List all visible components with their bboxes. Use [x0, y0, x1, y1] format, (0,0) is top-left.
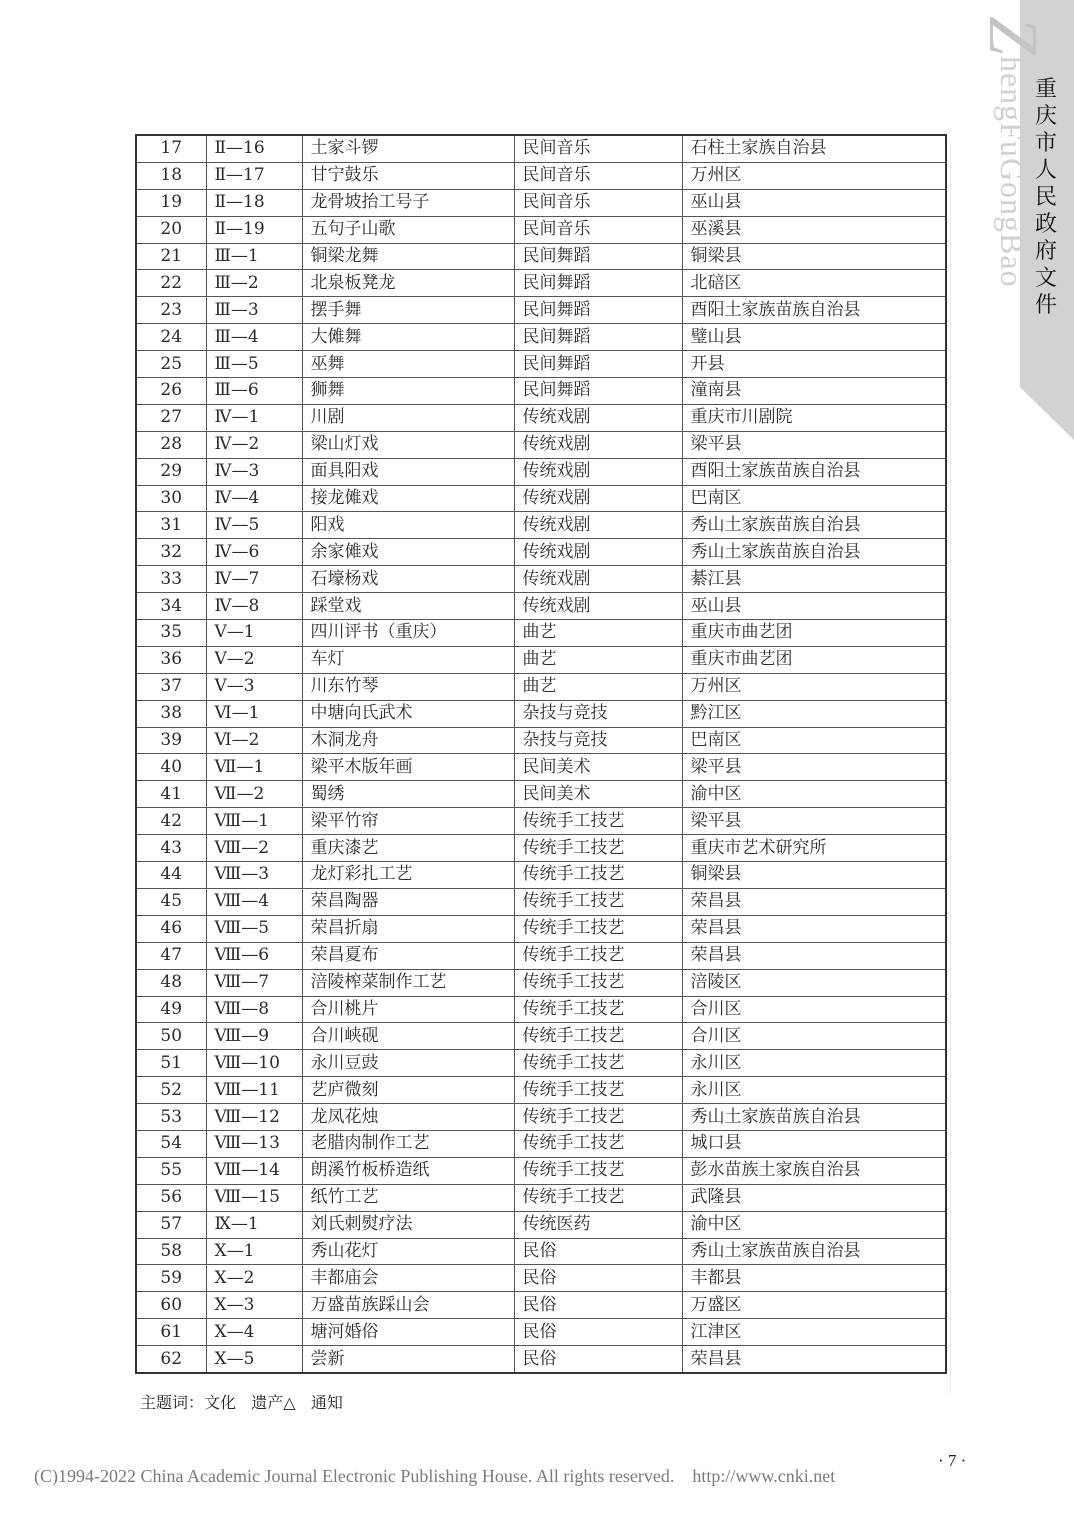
category-cell: 民间音乐	[514, 216, 682, 243]
table-row	[136, 700, 946, 727]
row-number-cell: 57	[136, 1211, 206, 1238]
subject-keywords: 主题词：文化 遗产△ 通知	[140, 1393, 343, 1412]
category-cell: 传统手工技艺	[514, 915, 682, 942]
category-cell: 传统戏剧	[514, 593, 682, 620]
item-code-cell: Ⅹ—5	[206, 1346, 302, 1373]
item-name-cell: 北泉板凳龙	[302, 270, 514, 297]
category-cell: 杂技与竞技	[514, 700, 682, 727]
row-number-cell: 42	[136, 808, 206, 835]
item-code-cell: Ⅲ—3	[206, 297, 302, 324]
table-row	[136, 1319, 946, 1346]
category-cell: 传统戏剧	[514, 485, 682, 512]
row-number-cell: 54	[136, 1130, 206, 1157]
row-number-cell: 62	[136, 1346, 206, 1373]
applicant-cell: 梁平县	[682, 754, 946, 781]
category-cell: 传统手工技艺	[514, 1104, 682, 1131]
row-number-cell: 58	[136, 1238, 206, 1265]
table-row	[136, 1184, 946, 1211]
table-row	[136, 458, 946, 485]
table-row	[136, 1077, 946, 1104]
item-name-cell: 川剧	[302, 404, 514, 431]
row-number-cell: 37	[136, 673, 206, 700]
category-cell: 民俗	[514, 1319, 682, 1346]
category-cell: 传统手工技艺	[514, 888, 682, 915]
row-number-cell: 35	[136, 620, 206, 647]
applicant-cell: 万盛区	[682, 1292, 946, 1319]
table-row	[136, 835, 946, 862]
applicant-cell: 秀山土家族苗族自治县	[682, 539, 946, 566]
table-row	[136, 1238, 946, 1265]
applicant-cell: 万州区	[682, 162, 946, 189]
item-code-cell: Ⅴ—2	[206, 646, 302, 673]
category-cell: 民俗	[514, 1265, 682, 1292]
applicant-cell: 丰都县	[682, 1265, 946, 1292]
applicant-cell: 荣昌县	[682, 888, 946, 915]
item-code-cell: Ⅲ—4	[206, 324, 302, 351]
item-name-cell: 梁山灯戏	[302, 431, 514, 458]
item-code-cell: Ⅷ—11	[206, 1077, 302, 1104]
item-code-cell: Ⅷ—6	[206, 942, 302, 969]
table-row	[136, 512, 946, 539]
item-name-cell: 甘宁鼓乐	[302, 162, 514, 189]
category-cell: 传统手工技艺	[514, 1130, 682, 1157]
applicant-cell: 巫溪县	[682, 216, 946, 243]
applicant-cell: 璧山县	[682, 324, 946, 351]
table-row	[136, 942, 946, 969]
table-row	[136, 1023, 946, 1050]
item-name-cell: 梁平竹帘	[302, 808, 514, 835]
category-cell: 传统戏剧	[514, 512, 682, 539]
category-cell: 曲艺	[514, 646, 682, 673]
row-number-cell: 34	[136, 593, 206, 620]
item-code-cell: Ⅸ—1	[206, 1211, 302, 1238]
item-code-cell: Ⅷ—15	[206, 1184, 302, 1211]
table-row	[136, 808, 946, 835]
table-row	[136, 1211, 946, 1238]
category-cell: 曲艺	[514, 620, 682, 647]
item-name-cell: 龙灯彩扎工艺	[302, 862, 514, 889]
row-number-cell: 33	[136, 566, 206, 593]
item-code-cell: Ⅳ—7	[206, 566, 302, 593]
category-cell: 民间美术	[514, 781, 682, 808]
row-number-cell: 56	[136, 1184, 206, 1211]
table-row	[136, 243, 946, 270]
table-row	[136, 996, 946, 1023]
copyright-footer: (C)1994-2022 China Academic Journal Electronic Publishing House. All rights reserved. http://www.cnki.net	[34, 1466, 836, 1486]
item-code-cell: Ⅲ—5	[206, 351, 302, 378]
applicant-cell: 开县	[682, 351, 946, 378]
applicant-cell: 永川区	[682, 1077, 946, 1104]
item-name-cell: 川东竹琴	[302, 673, 514, 700]
item-name-cell: 重庆漆艺	[302, 835, 514, 862]
category-cell: 民俗	[514, 1238, 682, 1265]
category-cell: 民间舞蹈	[514, 243, 682, 270]
item-name-cell: 石壕杨戏	[302, 566, 514, 593]
applicant-cell: 重庆市曲艺团	[682, 620, 946, 647]
category-cell: 民间音乐	[514, 135, 682, 162]
table-row	[136, 862, 946, 889]
category-cell: 传统戏剧	[514, 539, 682, 566]
item-code-cell: Ⅳ—8	[206, 593, 302, 620]
applicant-cell: 荣昌县	[682, 942, 946, 969]
table-row	[136, 888, 946, 915]
category-cell: 传统戏剧	[514, 431, 682, 458]
table-row	[136, 431, 946, 458]
applicant-cell: 巫山县	[682, 593, 946, 620]
row-number-cell: 30	[136, 485, 206, 512]
row-number-cell: 43	[136, 835, 206, 862]
item-name-cell: 木洞龙舟	[302, 727, 514, 754]
item-name-cell: 大傩舞	[302, 324, 514, 351]
table-row	[136, 539, 946, 566]
row-number-cell: 48	[136, 969, 206, 996]
applicant-cell: 重庆市曲艺团	[682, 646, 946, 673]
applicant-cell: 江津区	[682, 1319, 946, 1346]
table-row	[136, 593, 946, 620]
item-name-cell: 龙凤花烛	[302, 1104, 514, 1131]
category-cell: 传统戏剧	[514, 566, 682, 593]
applicant-cell: 酉阳土家族苗族自治县	[682, 297, 946, 324]
category-cell: 民俗	[514, 1292, 682, 1319]
applicant-cell: 梁平县	[682, 808, 946, 835]
side-tab-title: 重庆市人民政府文件	[1034, 77, 1057, 318]
item-code-cell: Ⅷ—10	[206, 1050, 302, 1077]
row-number-cell: 31	[136, 512, 206, 539]
applicant-cell: 北碚区	[682, 270, 946, 297]
table-row	[136, 1346, 946, 1373]
applicant-cell: 巫山县	[682, 189, 946, 216]
table-row	[136, 297, 946, 324]
table-row	[136, 915, 946, 942]
item-code-cell: Ⅴ—1	[206, 620, 302, 647]
page-number: · 7 ·	[938, 1451, 967, 1470]
item-name-cell: 摆手舞	[302, 297, 514, 324]
applicant-cell: 涪陵区	[682, 969, 946, 996]
item-code-cell: Ⅲ—2	[206, 270, 302, 297]
table-row	[136, 378, 946, 405]
category-cell: 传统手工技艺	[514, 1157, 682, 1184]
table-row	[136, 754, 946, 781]
row-number-cell: 61	[136, 1319, 206, 1346]
item-code-cell: Ⅷ—4	[206, 888, 302, 915]
item-code-cell: Ⅳ—5	[206, 512, 302, 539]
item-name-cell: 塘河婚俗	[302, 1319, 514, 1346]
applicant-cell: 武隆县	[682, 1184, 946, 1211]
category-cell: 传统手工技艺	[514, 969, 682, 996]
item-name-cell: 荣昌夏布	[302, 942, 514, 969]
applicant-cell: 永川区	[682, 1050, 946, 1077]
item-code-cell: Ⅲ—6	[206, 378, 302, 405]
item-code-cell: Ⅹ—1	[206, 1238, 302, 1265]
table-row	[136, 969, 946, 996]
item-code-cell: Ⅱ—17	[206, 162, 302, 189]
table-row	[136, 1104, 946, 1131]
page-edge-shadow	[950, 140, 951, 1395]
applicant-cell: 荣昌县	[682, 915, 946, 942]
applicant-cell: 秀山土家族苗族自治县	[682, 1104, 946, 1131]
applicant-cell: 铜梁县	[682, 862, 946, 889]
table-row	[136, 1265, 946, 1292]
row-number-cell: 23	[136, 297, 206, 324]
row-number-cell: 52	[136, 1077, 206, 1104]
category-cell: 杂技与竞技	[514, 727, 682, 754]
item-name-cell: 艺庐微刻	[302, 1077, 514, 1104]
item-name-cell: 合川桃片	[302, 996, 514, 1023]
item-code-cell: Ⅳ—6	[206, 539, 302, 566]
category-cell: 传统戏剧	[514, 404, 682, 431]
row-number-cell: 25	[136, 351, 206, 378]
category-cell: 民间音乐	[514, 189, 682, 216]
heritage-list-table	[135, 134, 947, 1374]
item-code-cell: Ⅱ—16	[206, 135, 302, 162]
item-code-cell: Ⅲ—1	[206, 243, 302, 270]
item-name-cell: 涪陵榨菜制作工艺	[302, 969, 514, 996]
item-name-cell: 尝新	[302, 1346, 514, 1373]
item-name-cell: 余家傩戏	[302, 539, 514, 566]
category-cell: 传统医药	[514, 1211, 682, 1238]
item-name-cell: 老腊肉制作工艺	[302, 1130, 514, 1157]
category-cell: 传统手工技艺	[514, 996, 682, 1023]
applicant-cell: 潼南县	[682, 378, 946, 405]
item-code-cell: Ⅶ—1	[206, 754, 302, 781]
table-row	[136, 324, 946, 351]
side-latin-initial: Z	[974, 16, 1051, 56]
item-code-cell: Ⅴ—3	[206, 673, 302, 700]
item-code-cell: Ⅶ—2	[206, 781, 302, 808]
item-code-cell: Ⅱ—18	[206, 189, 302, 216]
item-code-cell: Ⅹ—3	[206, 1292, 302, 1319]
table-row	[136, 189, 946, 216]
applicant-cell: 巴南区	[682, 485, 946, 512]
row-number-cell: 27	[136, 404, 206, 431]
applicant-cell: 黔江区	[682, 700, 946, 727]
item-code-cell: Ⅷ—2	[206, 835, 302, 862]
item-name-cell: 土家斗锣	[302, 135, 514, 162]
applicant-cell: 秀山土家族苗族自治县	[682, 512, 946, 539]
item-code-cell: Ⅹ—4	[206, 1319, 302, 1346]
item-code-cell: Ⅷ—1	[206, 808, 302, 835]
row-number-cell: 29	[136, 458, 206, 485]
applicant-cell: 梁平县	[682, 431, 946, 458]
table-row	[136, 404, 946, 431]
applicant-cell: 酉阳土家族苗族自治县	[682, 458, 946, 485]
applicant-cell: 巴南区	[682, 727, 946, 754]
row-number-cell: 41	[136, 781, 206, 808]
applicant-cell: 彭水苗族土家族自治县	[682, 1157, 946, 1184]
side-latin-rest: hengFuGongBao	[994, 55, 1030, 288]
applicant-cell: 万州区	[682, 673, 946, 700]
row-number-cell: 19	[136, 189, 206, 216]
row-number-cell: 36	[136, 646, 206, 673]
item-name-cell: 巫舞	[302, 351, 514, 378]
category-cell: 传统手工技艺	[514, 1184, 682, 1211]
table-row	[136, 1157, 946, 1184]
table-row	[136, 162, 946, 189]
category-cell: 民间美术	[514, 754, 682, 781]
table-row	[136, 1050, 946, 1077]
table-row	[136, 485, 946, 512]
item-name-cell: 永川豆豉	[302, 1050, 514, 1077]
category-cell: 传统手工技艺	[514, 835, 682, 862]
table-row	[136, 646, 946, 673]
row-number-cell: 44	[136, 862, 206, 889]
category-cell: 传统戏剧	[514, 458, 682, 485]
item-name-cell: 阳戏	[302, 512, 514, 539]
item-code-cell: Ⅹ—2	[206, 1265, 302, 1292]
item-name-cell: 刘氏刺熨疗法	[302, 1211, 514, 1238]
table-row	[136, 216, 946, 243]
item-name-cell: 丰都庙会	[302, 1265, 514, 1292]
item-code-cell: Ⅳ—2	[206, 431, 302, 458]
category-cell: 传统手工技艺	[514, 808, 682, 835]
row-number-cell: 59	[136, 1265, 206, 1292]
row-number-cell: 28	[136, 431, 206, 458]
row-number-cell: 22	[136, 270, 206, 297]
item-code-cell: Ⅷ—13	[206, 1130, 302, 1157]
row-number-cell: 45	[136, 888, 206, 915]
applicant-cell: 城口县	[682, 1130, 946, 1157]
item-code-cell: Ⅳ—3	[206, 458, 302, 485]
item-name-cell: 中塘向氏武术	[302, 700, 514, 727]
item-name-cell: 秀山花灯	[302, 1238, 514, 1265]
applicant-cell: 合川区	[682, 1023, 946, 1050]
applicant-cell: 渝中区	[682, 1211, 946, 1238]
item-name-cell: 蜀绣	[302, 781, 514, 808]
row-number-cell: 60	[136, 1292, 206, 1319]
row-number-cell: 26	[136, 378, 206, 405]
table-row	[136, 270, 946, 297]
category-cell: 民间舞蹈	[514, 378, 682, 405]
item-name-cell: 车灯	[302, 646, 514, 673]
row-number-cell: 20	[136, 216, 206, 243]
applicant-cell: 綦江县	[682, 566, 946, 593]
applicant-cell: 石柱土家族自治县	[682, 135, 946, 162]
category-cell: 传统手工技艺	[514, 942, 682, 969]
item-name-cell: 四川评书（重庆）	[302, 620, 514, 647]
item-code-cell: Ⅳ—4	[206, 485, 302, 512]
row-number-cell: 47	[136, 942, 206, 969]
row-number-cell: 39	[136, 727, 206, 754]
table-row	[136, 1292, 946, 1319]
row-number-cell: 18	[136, 162, 206, 189]
table-row	[136, 351, 946, 378]
item-name-cell: 荣昌折扇	[302, 915, 514, 942]
item-name-cell: 踩堂戏	[302, 593, 514, 620]
row-number-cell: 17	[136, 135, 206, 162]
row-number-cell: 46	[136, 915, 206, 942]
item-name-cell: 荣昌陶器	[302, 888, 514, 915]
row-number-cell: 49	[136, 996, 206, 1023]
row-number-cell: 24	[136, 324, 206, 351]
row-number-cell: 40	[136, 754, 206, 781]
item-name-cell: 朗溪竹板桥造纸	[302, 1157, 514, 1184]
applicant-cell: 合川区	[682, 996, 946, 1023]
item-code-cell: Ⅵ—2	[206, 727, 302, 754]
item-name-cell: 接龙傩戏	[302, 485, 514, 512]
row-number-cell: 55	[136, 1157, 206, 1184]
category-cell: 民间舞蹈	[514, 351, 682, 378]
category-cell: 民间舞蹈	[514, 270, 682, 297]
table-row	[136, 620, 946, 647]
item-code-cell: Ⅷ—9	[206, 1023, 302, 1050]
category-cell: 传统手工技艺	[514, 1023, 682, 1050]
item-name-cell: 万盛苗族踩山会	[302, 1292, 514, 1319]
row-number-cell: 53	[136, 1104, 206, 1131]
item-code-cell: Ⅷ—12	[206, 1104, 302, 1131]
category-cell: 民俗	[514, 1346, 682, 1373]
item-code-cell: Ⅷ—3	[206, 862, 302, 889]
item-code-cell: Ⅷ—5	[206, 915, 302, 942]
category-cell: 传统手工技艺	[514, 862, 682, 889]
table-row	[136, 727, 946, 754]
applicant-cell: 重庆市艺术研究所	[682, 835, 946, 862]
item-code-cell: Ⅷ—8	[206, 996, 302, 1023]
row-number-cell: 38	[136, 700, 206, 727]
item-name-cell: 狮舞	[302, 378, 514, 405]
item-name-cell: 面具阳戏	[302, 458, 514, 485]
category-cell: 曲艺	[514, 673, 682, 700]
table-body	[136, 135, 946, 1373]
table-row	[136, 566, 946, 593]
item-name-cell: 合川峡砚	[302, 1023, 514, 1050]
category-cell: 民间舞蹈	[514, 324, 682, 351]
category-cell: 传统手工技艺	[514, 1077, 682, 1104]
item-code-cell: Ⅷ—7	[206, 969, 302, 996]
item-name-cell: 五句子山歌	[302, 216, 514, 243]
applicant-cell: 铜梁县	[682, 243, 946, 270]
table-row	[136, 1130, 946, 1157]
row-number-cell: 51	[136, 1050, 206, 1077]
table-row	[136, 673, 946, 700]
row-number-cell: 50	[136, 1023, 206, 1050]
category-cell: 民间舞蹈	[514, 297, 682, 324]
applicant-cell: 秀山土家族苗族自治县	[682, 1238, 946, 1265]
table-row	[136, 781, 946, 808]
applicant-cell: 重庆市川剧院	[682, 404, 946, 431]
category-cell: 民间音乐	[514, 162, 682, 189]
applicant-cell: 荣昌县	[682, 1346, 946, 1373]
item-name-cell: 梁平木版年画	[302, 754, 514, 781]
row-number-cell: 21	[136, 243, 206, 270]
item-name-cell: 铜梁龙舞	[302, 243, 514, 270]
table-row	[136, 135, 946, 162]
category-cell: 传统手工技艺	[514, 1050, 682, 1077]
item-name-cell: 龙骨坡抬工号子	[302, 189, 514, 216]
applicant-cell: 渝中区	[682, 781, 946, 808]
item-code-cell: Ⅷ—14	[206, 1157, 302, 1184]
item-code-cell: Ⅱ—19	[206, 216, 302, 243]
row-number-cell: 32	[136, 539, 206, 566]
item-code-cell: Ⅵ—1	[206, 700, 302, 727]
item-code-cell: Ⅳ—1	[206, 404, 302, 431]
item-name-cell: 纸竹工艺	[302, 1184, 514, 1211]
